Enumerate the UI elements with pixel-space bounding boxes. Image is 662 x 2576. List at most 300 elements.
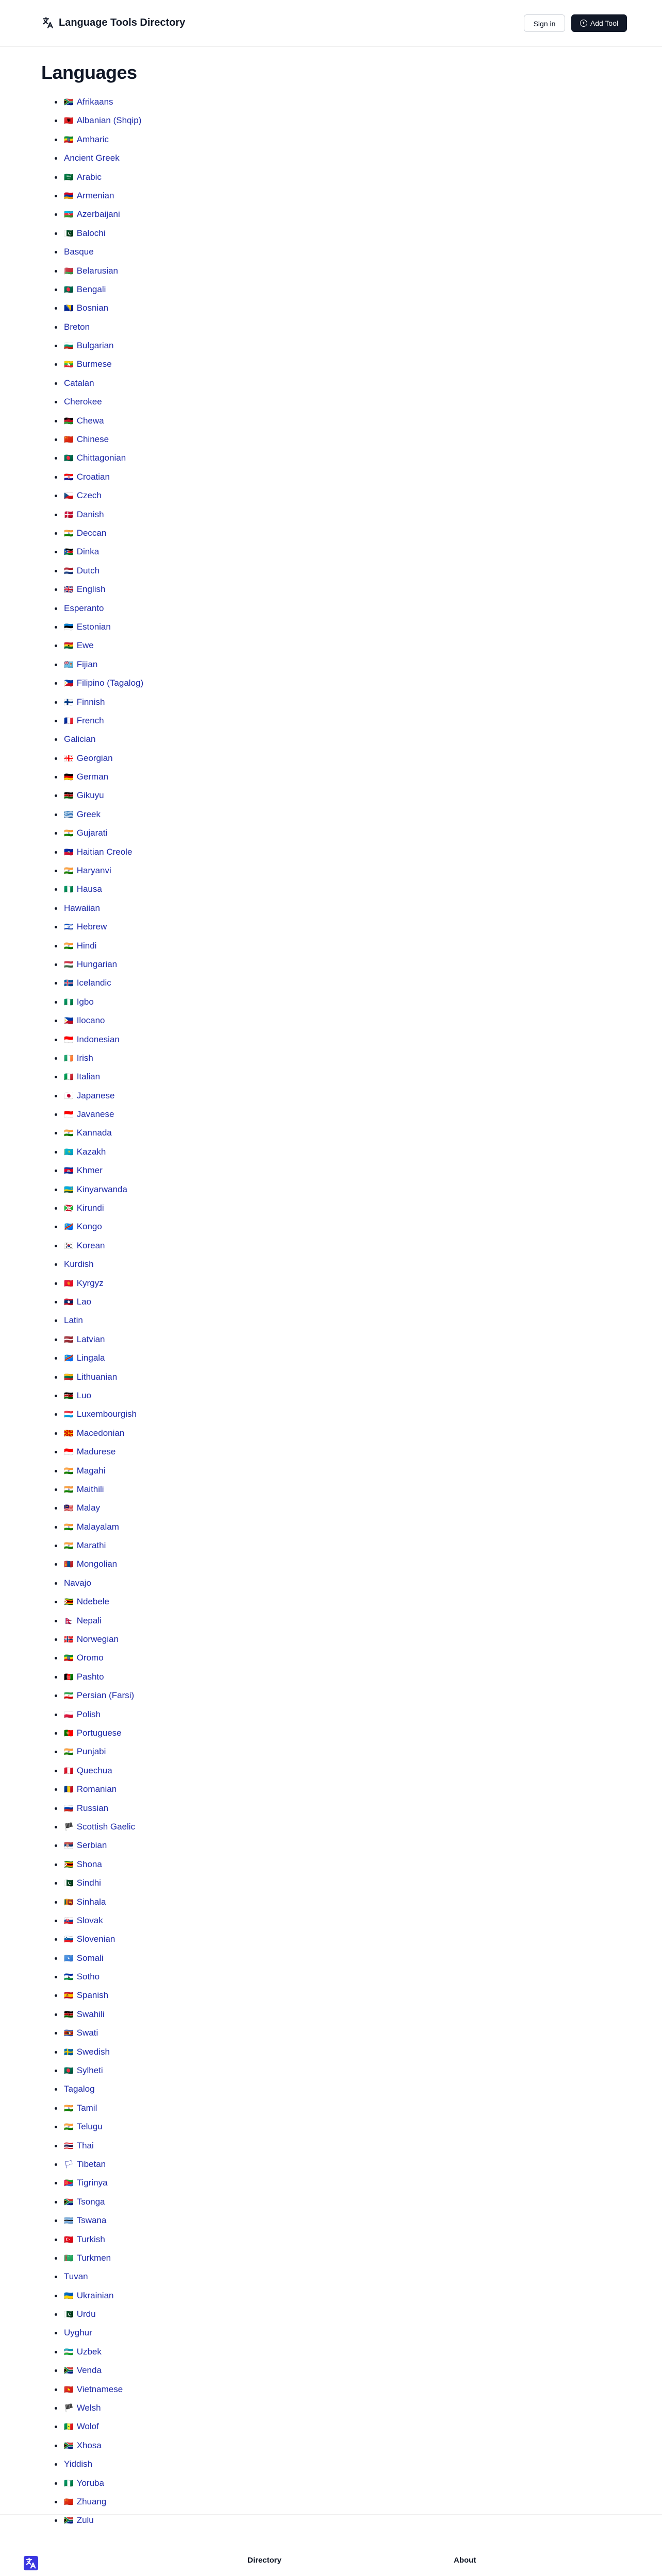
flag-icon: 🇬🇭 [64,641,74,651]
language-link[interactable] [64,1518,119,1536]
language-link[interactable] [64,2343,102,2361]
language-link[interactable] [64,1668,104,1686]
language-link[interactable] [64,2399,101,2417]
language-link[interactable] [64,505,104,524]
flag-icon: 🇮🇳 [64,828,74,838]
language-link[interactable] [64,224,105,243]
flag-icon: 🇵🇪 [64,1766,74,1775]
translate-icon [24,2556,38,2570]
language-label: Armenian [76,190,114,200]
language-link[interactable] [64,711,104,730]
language-label: Telugu [76,2122,103,2132]
flag-icon: 🇧🇮 [64,1204,74,1213]
flag-icon: 🇰🇪 [64,791,74,801]
language-link[interactable] [64,2324,92,2342]
language-label: Madurese [76,1447,116,1457]
language-list [55,93,364,2530]
language-link[interactable] [64,599,104,618]
language-link[interactable] [64,1761,112,1780]
language-label: Vietnamese [76,2384,123,2394]
language-link[interactable] [64,111,141,130]
site-header [0,0,662,47]
language-link[interactable] [64,580,105,599]
language-label: Afrikaans [76,97,113,107]
language-link[interactable] [64,1555,117,1573]
language-link[interactable] [64,1986,108,2005]
list-item [55,674,364,692]
language-label: Luo [76,1390,92,1400]
list-item [55,599,364,618]
list-item [55,205,364,224]
list-item [55,318,364,336]
language-link[interactable] [64,655,97,674]
language-label: Gikuyu [76,790,104,801]
language-label: Welsh [76,2403,101,2413]
list-item [55,262,364,280]
flag-icon: 🇿🇦 [64,2516,74,2526]
language-link[interactable] [64,2493,106,2511]
language-label: Tswana [76,2215,107,2226]
flag-icon: 🇪🇷 [64,2178,74,2188]
list-item [55,1649,364,1667]
list-item [55,1986,364,2005]
language-link[interactable] [64,993,94,1011]
list-item [55,2137,364,2155]
language-label: Filipino (Tagalog) [76,678,144,688]
list-item [55,1124,364,1142]
language-link[interactable] [64,1143,106,1161]
language-link[interactable] [64,1349,105,1367]
language-link[interactable] [64,93,113,111]
language-link[interactable] [64,824,107,842]
list-item [55,187,364,205]
language-label: Hindi [76,940,97,951]
language-label: Lao [76,1297,92,1307]
flag-icon: 🇮🇳 [64,941,74,951]
language-label: Bengali [76,284,106,294]
list-item [55,1949,364,1968]
language-label: Italian [76,1072,101,1082]
language-link[interactable] [64,262,118,280]
language-label: Ewe [76,640,94,651]
language-link[interactable] [64,1087,114,1105]
flag-icon: 🇳🇴 [64,1635,74,1645]
language-link[interactable] [64,468,110,486]
flag-icon: 🇳🇬 [64,885,74,894]
language-link[interactable] [64,805,101,824]
language-label: Kongo [76,1222,102,1232]
language-link[interactable] [64,2267,88,2286]
language-link[interactable] [64,1536,106,1555]
flag-icon: 🇦🇿 [64,210,74,219]
list-item [55,2380,364,2399]
list-item [55,1255,364,1274]
list-item [55,1555,364,1573]
language-link[interactable] [64,861,111,880]
language-link[interactable] [64,730,95,749]
language-label: Azerbaijani [76,209,120,219]
flag-icon: 🇨🇩 [64,1222,74,1232]
flag-icon: 🇷🇸 [64,1841,74,1851]
flag-icon: 🇮🇩 [64,1110,74,1120]
language-label: Oromo [76,1653,104,1663]
language-link[interactable] [64,2436,102,2455]
language-link[interactable] [64,2286,114,2305]
list-item [55,149,364,167]
language-link[interactable] [64,1499,100,1517]
language-link[interactable] [64,486,102,505]
list-item [55,1911,364,1930]
language-link[interactable] [64,2174,108,2192]
language-link[interactable] [64,449,126,467]
flag-icon: 🇿🇦 [64,2366,74,2376]
language-label: Ndebele [76,1597,110,1607]
language-link[interactable] [64,843,132,861]
language-label: Kinyarwanda [76,1184,127,1194]
language-link[interactable] [64,1968,100,1986]
language-label: Breton [64,321,90,332]
language-label: Dutch [76,565,100,575]
language-link[interactable] [64,1911,103,1930]
flag-icon: 🇰🇭 [64,1166,74,1176]
list-item [55,1180,364,1199]
language-label: Sylheti [76,2065,103,2076]
language-label: Irish [76,1053,93,1063]
language-link[interactable] [64,786,104,805]
list-item [55,543,364,561]
language-label: Kirundi [76,1203,104,1213]
language-link[interactable] [64,1799,108,1818]
list-item [55,1499,364,1517]
list-item [55,2061,364,2080]
language-label: Estonian [76,621,111,632]
language-link[interactable] [64,2455,92,2473]
flag-icon: 🇮🇳 [64,1128,74,1138]
language-link[interactable] [64,1818,135,1836]
list-item [55,880,364,899]
flag-icon: 🇷🇴 [64,1785,74,1794]
flag-icon: 🇸🇪 [64,2047,74,2057]
language-label: Shona [76,1859,102,1869]
list-item [55,861,364,880]
language-label: Chinese [76,434,109,445]
list-item [55,1705,364,1724]
language-link[interactable] [64,1874,101,1892]
language-link[interactable] [64,880,102,899]
language-link[interactable] [64,1386,91,1405]
language-link[interactable] [64,1855,102,1874]
language-link[interactable] [64,1330,105,1349]
language-label: Kazakh [76,1146,106,1157]
language-link[interactable] [64,336,114,355]
language-link[interactable] [64,2024,98,2042]
language-link[interactable] [64,280,106,299]
flag-icon: 🇮🇩 [64,1035,74,1044]
list-item [55,1161,364,1180]
language-label: Swahili [76,2009,105,2019]
language-link[interactable] [64,1780,117,1799]
flag-icon: 🇲🇼 [64,416,74,426]
language-link[interactable] [64,674,143,692]
language-link[interactable] [64,2155,106,2174]
language-link[interactable] [64,2380,123,2399]
language-link[interactable] [64,543,99,561]
language-link[interactable] [64,955,117,974]
language-label: Javanese [76,1109,114,1120]
language-link[interactable] [64,2249,111,2267]
language-link[interactable] [64,636,94,655]
language-link[interactable] [64,2305,96,2324]
language-link[interactable] [64,130,109,149]
flag-icon: 🇵🇹 [64,1728,74,1738]
language-link[interactable] [64,2230,105,2249]
language-link[interactable] [64,1011,105,1030]
language-link[interactable] [64,2061,103,2080]
language-label: Zulu [76,2515,94,2526]
list-item [55,636,364,655]
language-link[interactable] [64,1293,91,1311]
language-link[interactable] [64,1630,119,1649]
language-link[interactable] [64,1405,137,1423]
language-link[interactable] [64,2474,104,2493]
flag-icon: 🇲🇲 [64,360,74,369]
language-link[interactable] [64,1705,101,1724]
list-item [55,111,364,130]
language-link[interactable] [64,1161,103,1180]
language-label: Japanese [76,1090,115,1100]
language-link[interactable] [64,618,111,636]
language-label: Kannada [76,1128,112,1138]
list-item [55,1480,364,1499]
list-item [55,2474,364,2493]
flag-icon: 🏴 [64,1822,74,1832]
flag-icon: 🇸🇦 [64,172,74,182]
language-link[interactable] [64,299,108,317]
flag-icon: 🇮🇳 [64,1466,74,1476]
list-item [55,824,364,842]
language-link[interactable] [64,693,105,711]
list-item [55,1311,364,1330]
language-link[interactable] [64,974,111,992]
language-label: Luxembourgish [76,1409,137,1419]
language-link[interactable] [64,749,113,768]
list-item [55,2455,364,2473]
language-link[interactable] [64,1462,105,1480]
language-label: Spanish [76,1990,109,2001]
sign-in-button[interactable]: Sign in [524,14,565,32]
flag-icon: 🇿🇦 [64,2197,74,2207]
language-label: Hebrew [76,922,107,932]
language-label: Sindhi [76,1878,101,1888]
language-link[interactable] [64,2080,95,2098]
language-link[interactable] [64,1443,115,1461]
language-link[interactable] [64,1311,83,1330]
flag-icon: 🇿🇦 [64,2441,74,2450]
list-item [55,1462,364,1480]
language-label: Dinka [76,547,100,557]
list-item [55,468,364,486]
list-item [55,805,364,824]
language-link[interactable] [64,2005,105,2024]
list-item [55,1855,364,1874]
list-item [55,1405,364,1423]
language-link[interactable] [64,768,108,786]
footer-logo[interactable] [24,2556,38,2570]
language-link[interactable] [64,1180,127,1199]
flag-icon: 🇮🇳 [64,1484,74,1494]
language-label: Wolof [76,2421,99,2432]
language-label: Zhuang [76,2497,107,2506]
language-link[interactable] [64,1274,104,1293]
language-link[interactable] [64,1742,106,1761]
language-label: Albanian (Shqip) [76,115,142,126]
list-item [55,1818,364,1836]
language-label: Lingala [76,1353,105,1363]
list-item [55,1330,364,1349]
list-item [55,2193,364,2211]
list-item [55,336,364,355]
list-item [55,393,364,411]
language-link[interactable] [64,2043,110,2061]
language-link[interactable] [64,393,102,411]
list-item [55,2230,364,2249]
language-label: Turkish [76,2234,105,2244]
language-link[interactable] [64,1199,104,1217]
list-item [55,2361,364,2380]
add-tool-button[interactable] [571,14,627,32]
language-link[interactable] [64,1612,102,1630]
language-link[interactable] [64,374,94,393]
language-link[interactable] [64,318,90,336]
language-link[interactable] [64,412,104,430]
language-link[interactable] [64,1049,93,1067]
language-label: Ancient Greek [64,153,120,163]
language-link[interactable] [64,562,100,580]
language-link[interactable] [64,899,100,918]
language-label: Polish [76,1709,101,1719]
list-item [55,768,364,786]
flag-icon: 🇷🇼 [64,1184,74,1194]
language-link[interactable] [64,1724,122,1742]
list-item [55,1612,364,1630]
language-link[interactable] [64,1836,107,1855]
language-link[interactable] [64,2417,99,2436]
list-item [55,1349,364,1367]
flag-icon: 🇮🇩 [64,1447,74,1457]
language-label: Xhosa [76,2440,102,2450]
language-link[interactable] [64,1236,105,1255]
language-link[interactable] [64,187,114,205]
language-label: Khmer [76,1165,103,1176]
flag-icon: 🇮🇳 [64,2122,74,2132]
flag-icon: 🇨🇩 [64,1353,74,1363]
flag-icon: 🇸🇴 [64,1953,74,1963]
language-link[interactable] [64,1574,91,1592]
language-link[interactable] [64,1255,94,1274]
flag-icon: 🇰🇪 [64,1391,74,1400]
list-item [55,2080,364,2098]
language-link[interactable] [64,1930,115,1948]
flag-icon: 🇹🇲 [64,2253,74,2263]
language-link[interactable] [64,2361,102,2380]
language-link[interactable] [64,1067,100,1086]
flag-icon: 🇸🇳 [64,2422,74,2432]
language-label: Yoruba [76,2478,104,2488]
language-link[interactable] [64,1893,106,1911]
language-link[interactable] [64,1592,109,1611]
language-link[interactable] [64,2211,106,2230]
list-item [55,2211,364,2230]
language-link[interactable] [64,2137,94,2155]
language-link[interactable] [64,149,120,167]
list-item [55,974,364,992]
flag-icon: 🇰🇪 [64,2009,74,2019]
language-link[interactable] [64,243,94,261]
site-logo[interactable] [41,15,185,30]
language-label: Marathi [76,1540,106,1551]
language-link[interactable] [64,168,102,187]
language-link[interactable] [64,1124,112,1142]
flag-icon: 🇿🇼 [64,1597,74,1607]
flag-icon: 🇵🇰 [64,2310,74,2319]
flag-icon: 🇮🇹 [64,1072,74,1082]
language-link[interactable] [64,1480,104,1499]
list-item [55,2005,364,2024]
language-label: Haryanvi [76,866,111,876]
language-link[interactable] [64,355,112,374]
language-link[interactable] [64,205,120,224]
language-link[interactable] [64,430,109,449]
language-link[interactable] [64,1649,104,1667]
list-item [55,355,364,374]
language-link[interactable] [64,2193,105,2211]
language-label: Tsonga [76,2196,105,2207]
flag-icon: 🇲🇾 [64,1503,74,1513]
language-link[interactable] [64,2117,103,2136]
list-item [55,2399,364,2417]
language-link[interactable] [64,1686,134,1705]
language-label: Galician [64,734,96,744]
language-link[interactable] [64,524,106,543]
flag-icon: 🇮🇳 [64,866,74,876]
list-item [55,486,364,505]
language-link[interactable] [64,2099,97,2117]
language-link[interactable] [64,918,107,936]
list-item [55,1386,364,1405]
language-link[interactable] [64,1217,102,1236]
language-link[interactable] [64,1105,114,1124]
list-item [55,1686,364,1705]
language-link[interactable] [64,1424,124,1443]
language-link[interactable] [64,1030,120,1049]
flag-icon: 🇧🇼 [64,2216,74,2226]
flag-icon: 🇪🇪 [64,622,74,632]
language-label: Malay [76,1503,101,1513]
language-label: Hungarian [76,959,118,969]
language-link[interactable] [64,937,96,955]
language-label: Tuvan [64,2272,88,2282]
language-link[interactable] [64,1368,117,1386]
language-label: Pashto [76,1671,104,1682]
flag-icon: 🇵🇱 [64,1709,74,1719]
language-label: Croatian [76,471,110,482]
list-item [55,1217,364,1236]
language-label: Finnish [76,697,105,707]
list-item [55,2324,364,2342]
language-label: Esperanto [64,603,104,613]
about-heading: About [454,2556,476,2565]
language-link[interactable] [64,1949,104,1968]
